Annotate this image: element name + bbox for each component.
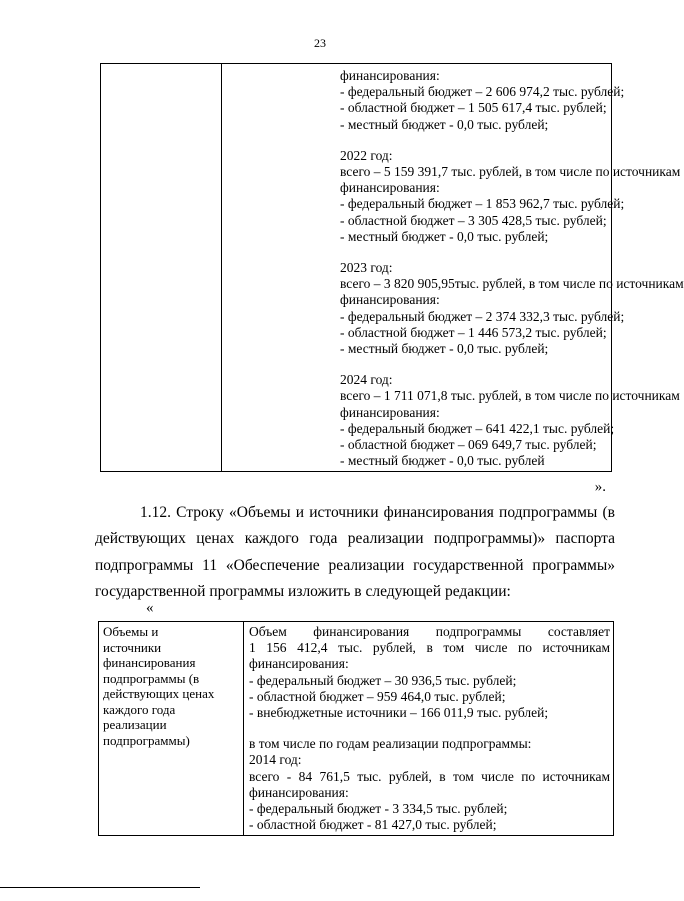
table1-line: - областной бюджет – 069 649,7 тыс. рублей; (340, 437, 597, 453)
subprogram-funding-table (98, 621, 614, 836)
table1-line: - местный бюджет - 0,0 тыс. рублей; (340, 228, 549, 244)
opening-quote: « (146, 600, 154, 616)
table1-line: финансирования: (340, 180, 440, 196)
table1-line: - федеральный бюджет – 1 853 962,7 тыс. рублей; (340, 196, 625, 212)
table1-right-cell (222, 64, 684, 472)
table1-line: - местный бюджет - 0,0 тыс. рублей; (340, 341, 549, 357)
footer-rule (0, 887, 200, 888)
table1-line: финансирования: (340, 68, 440, 83)
page-number: 23 (314, 36, 326, 50)
table1-line: - местный бюджет - 0,0 тыс. рублей (340, 453, 545, 469)
funding-table-continued (100, 63, 684, 472)
table1-line: финансирования: (340, 404, 440, 420)
table2-line: - областной бюджет - 81 427,0 тыс. рублей; (249, 817, 497, 833)
table2-line: - областной бюджет – 959 464,0 тыс. рублей; (249, 688, 506, 704)
table1-line: - областной бюджет – 1 505 617,4 тыс. рублей; (340, 100, 607, 116)
table2-row-header (99, 622, 244, 836)
table2-header-line: подпрограммы) (103, 732, 190, 748)
table2-line: - федеральный бюджет – 30 936,5 тыс. рублей; (249, 672, 517, 688)
paragraph-line: действующих ценах каждого года реализации подпрограммы)» паспорта (95, 530, 615, 548)
table1-total-line: всего – 3 820 905,95тыс. рублей, в том числе по источникам (340, 276, 684, 292)
table1-year-heading: 2022 год: (340, 147, 393, 163)
table2-header-line: каждого года (103, 701, 176, 717)
closing-quote: ». (594, 479, 606, 495)
table1-line: - областной бюджет – 3 305 428,5 тыс. рублей; (340, 212, 607, 228)
table2-line: Объем финансирования подпрограммы составляет (249, 624, 610, 639)
table1-line: финансирования: (340, 292, 440, 308)
table1-total-line: всего – 1 711 071,8 тыс. рублей, в том числе по источникам (340, 388, 680, 404)
table2-line: в том числе по годам реализации подпрограммы: (249, 736, 532, 752)
table1-spacer (340, 245, 609, 260)
amendment-paragraph (95, 500, 615, 605)
table2-line: финансирования: (249, 784, 349, 800)
table1-line: - местный бюджет - 0,0 тыс. рублей; (340, 116, 549, 132)
table2-content-cell (244, 622, 614, 836)
table1-spacer (340, 357, 609, 372)
table2-header-line: финансирования (103, 655, 196, 670)
table1-line: - федеральный бюджет – 2 606 974,2 тыс. рублей; (340, 84, 625, 100)
table1-line: - федеральный бюджет – 2 374 332,3 тыс. рублей; (340, 308, 625, 324)
table1-year-heading: 2023 год: (340, 260, 393, 276)
table2-header-line: источники (103, 639, 162, 655)
table1-line: - областной бюджет – 1 446 573,2 тыс. рублей; (340, 324, 607, 340)
table2-line: финансирования: (249, 656, 349, 672)
paragraph-line: государственной программы изложить в следующей редакции: (95, 582, 511, 600)
table1-year-heading: 2024 год: (340, 372, 393, 388)
table1-spacer (340, 133, 609, 148)
table2-spacer (249, 721, 610, 736)
table2-line: - федеральный бюджет - 3 334,5 тыс. рублей; (249, 801, 508, 817)
table1-line: - федеральный бюджет – 641 422,1 тыс. рублей; (340, 420, 615, 436)
table2-header-line: Объемы и (103, 624, 159, 639)
table2-header-line: реализации (103, 717, 167, 732)
paragraph-line: подпрограммы 11 «Обеспечение реализации государственной программы» (95, 556, 615, 574)
table2-header-line: действующих ценах (103, 686, 215, 701)
paragraph-line: 1.12. Строку «Объемы и источники финансирования подпрограммы (в (140, 504, 615, 521)
table2-year-heading: 2014 год: (249, 752, 302, 768)
table2-line: - внебюджетные источники – 166 011,9 тыс. рублей; (249, 705, 549, 721)
table2-header-line: подпрограммы (в (103, 670, 200, 686)
table1-total-line: всего – 5 159 391,7 тыс. рублей, в том числе по источникам (340, 164, 681, 180)
table2-line: 1 156 412,4 тыс. рублей, в том числе по источникам (249, 640, 610, 656)
table1-left-cell (101, 64, 222, 472)
table2-total-line: всего - 84 761,5 тыс. рублей, в том числе по источникам (249, 768, 610, 784)
